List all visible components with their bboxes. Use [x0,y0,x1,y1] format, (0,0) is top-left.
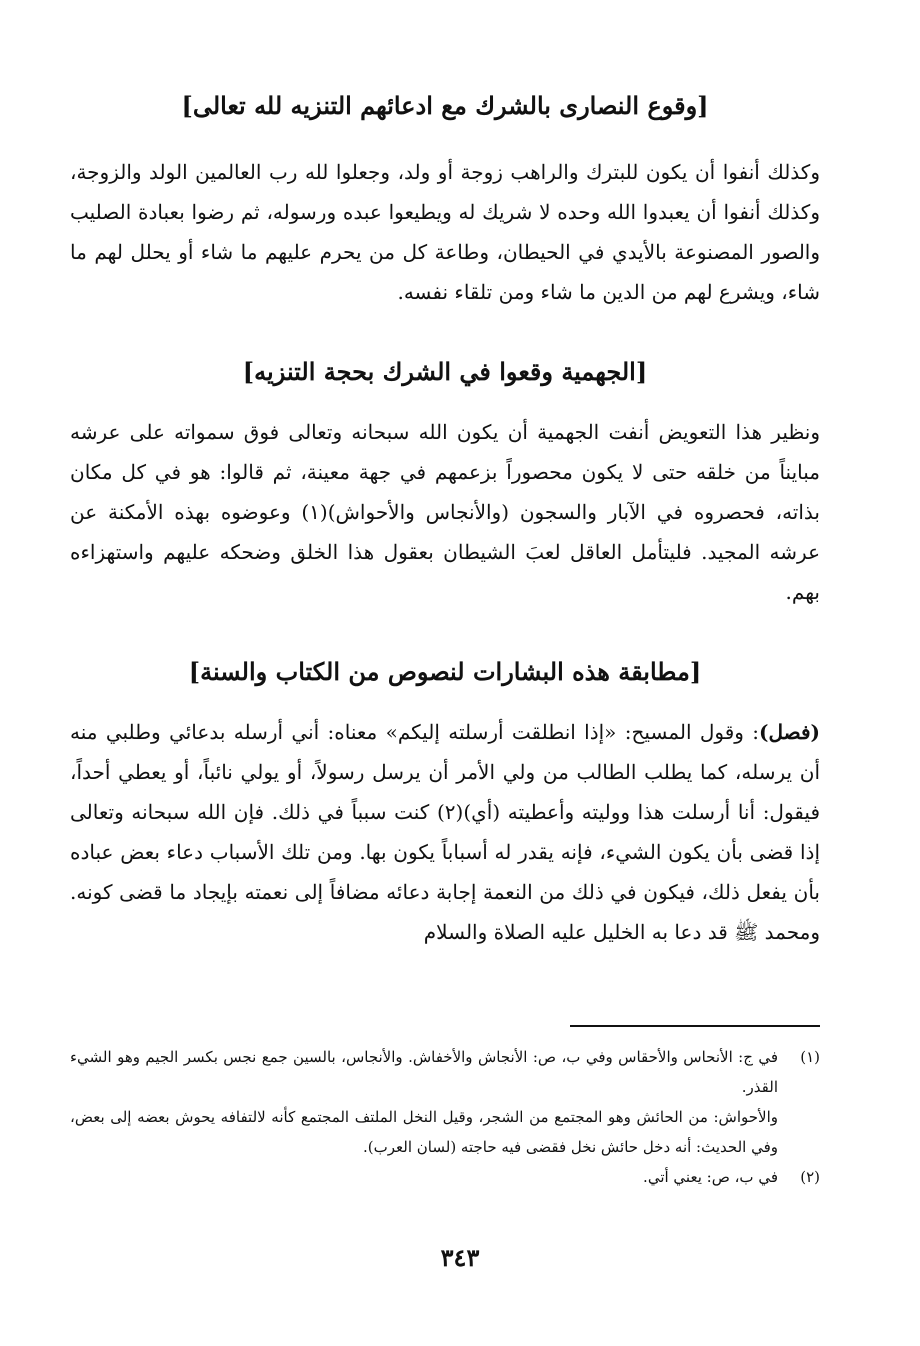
footnote-number: (١) [800,1048,820,1066]
footnote-text: في ب، ص: يعني أتي. [643,1168,778,1186]
footnote-separator [570,1025,820,1027]
section-paragraph-prophecies [70,712,820,952]
fasl-label: (فصل) [759,720,820,744]
footnote-1 [70,1042,820,1102]
main-text [70,78,820,952]
page-number: ٣٤٣ [440,1243,480,1272]
section-heading-jahmiyya: [الجهمية وقعوا في الشرك بحجة التنزيه] [242,357,648,386]
footnote-number: (٢) [800,1168,820,1186]
prophecies-text: : وقول المسيح: «إذا انطلقت أرسلته إليكم» معناه: أني أرسله بدعائي وطلبي منه أن يرسله، كما يطلب الطالب من ولي الأمر أن يرسل رسولاً، أو يولي نائباً، أو يعطي أحداً، فيقول: أنا أرسلت هذا ووليته وأعطيته (أي)(٢) كنت سبباً في ذلك. فإن الله سبحانه وتعالى إذا قضى بأن يكون الشيء، فإنه يقدر له أسباباً يكون بها. ومن تلك الأسباب دعاء بعض عباده بأن يفعل ذلك، فيكون في ذلك من النعمة إجابة دعائه مضافاً إلى نعمته بإيجاد ما قضى كونه. ومحمد ﷺ قد دعا به الخليل عليه الصلاة والسلام [70,720,821,944]
section-heading-christians-shirk: [وقوع النصارى بالشرك مع ادعائهم التنزيه لله تعالى] [181,91,709,120]
footnote-1-continuation: والأحواش: من الحائش وهو المجتمع من الشجر، وقيل النخل الملتف المجتمع كأنه لالتفافه يحوش بعضه إلى بعض، وفي الحديث: أنه دخل حائش نخل فقضى فيه حاجته (لسان العرب). [70,1108,778,1156]
footnote-2 [70,1162,820,1192]
footnotes [70,1042,820,1192]
section-paragraph-jahmiyya: ونظير هذا التعويض أنفت الجهمية أن يكون الله سبحانه وتعالى فوق سمواته على عرشه مبايناً من خلقه حتى لا يكون محصوراً بزعمهم في جهة معينة، ثم قالوا: هو في كل مكان بذاته، فحصروه في الآبار والسجون (والأنجاس والأحواش)(١) وعوضوه بهذه الأمكنة عن عرشه المجيد. فليتأمل العاقل لعبَ الشيطان بعقول هذا الخلق وضحكه عليهم واستهزاءه بهم. [70,420,820,604]
section-heading-prophecies: [مطابقة هذه البشارات لنصوص من الكتاب والسنة] [188,657,702,686]
section-paragraph-christians: وكذلك أنفوا أن يكون للبترك والراهب زوجة أو ولد، وجعلوا لله رب العالمين الولد والزوجة، وكذلك أنفوا أن يعبدوا الله وحده لا شريك له ويطيعوا عبده ورسوله، ثم رضوا بعبادة الصليب والصور المصنوعة بالأيدي في الحيطان، وطاعة كل من يحرم عليهم ما شاء أو يحلل لهم ما شاء، ويشرع لهم من الدين ما شاء ومن تلقاء نفسه. [70,160,820,304]
footnote-text: في ج: الأنحاس والأحقاس وفي ب، ص: الأنجاش والأخفاش. والأنجاس، بالسين جمع نجس بكسر الجيم وهو الشيء القذر. [70,1048,778,1096]
